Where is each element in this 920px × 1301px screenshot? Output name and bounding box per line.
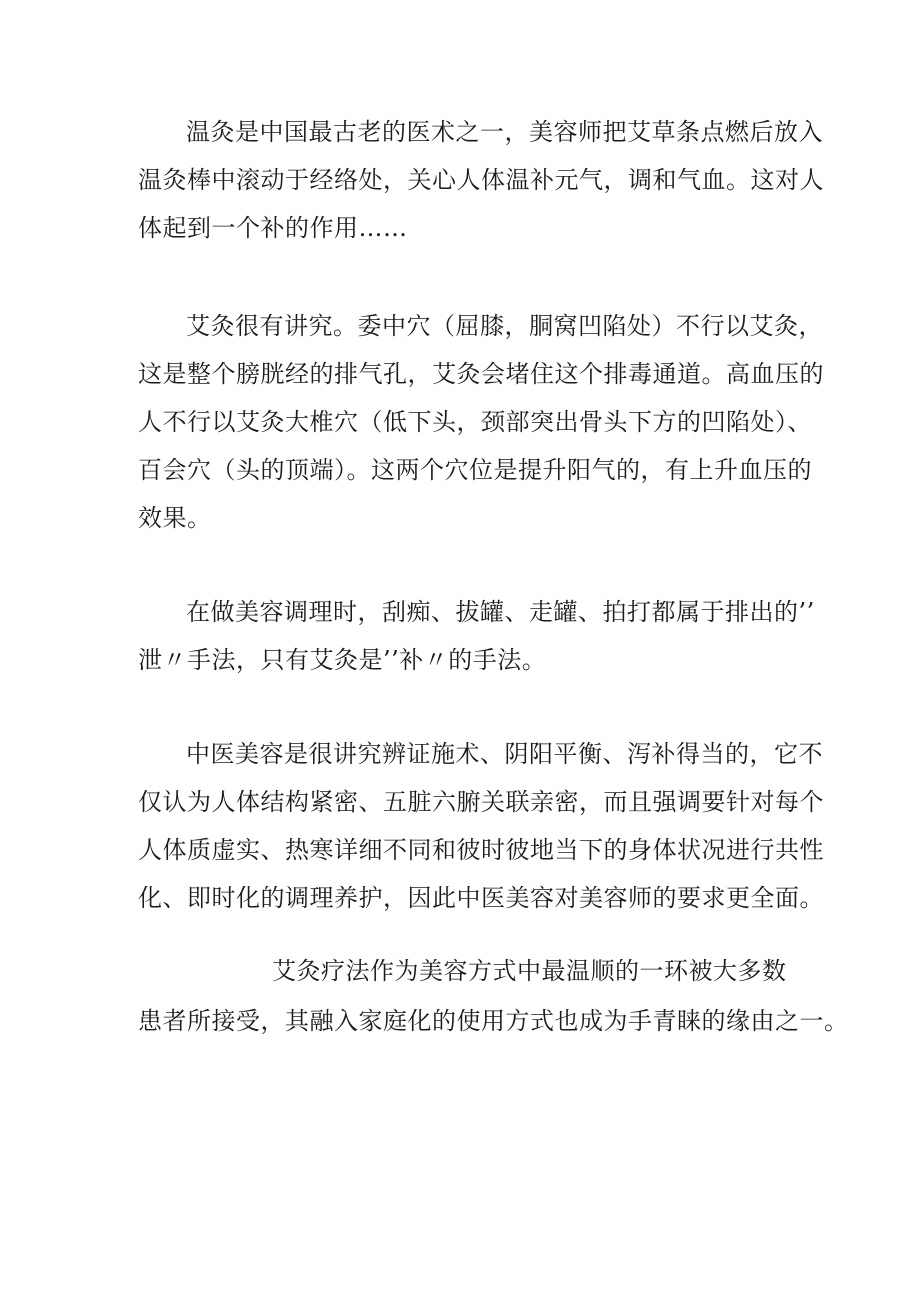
paragraph-line: 人体质虚实、热寒详细不同和彼时彼地当下的身体状况进行共性	[138, 836, 824, 864]
paragraph-line: 患者所接受，其融入家庭化的使用方式也成为手青睐的缘由之一。	[138, 1007, 849, 1035]
paragraph-line: 泄〃手法，只有艾灸是’’补〃的手法。	[138, 646, 547, 674]
paragraph-line: 效果。	[138, 504, 212, 532]
paragraph-line: 这是整个膀胱经的排气孔，艾灸会堵住这个排毒通道。高血压的	[138, 360, 824, 388]
paragraph-line: 中医美容是很讲究辨证施术、阴阳平衡、泻补得当的，它不	[186, 740, 823, 768]
paragraph-line: 艾灸疗法作为美容方式中最温顺的一环被大多数	[272, 957, 787, 985]
paragraph-line: 百会穴（头的顶端）。这两个穴位是提升阳气的，有上升血压的	[138, 456, 812, 484]
paragraph-line: 化、即时化的调理养护，因此中医美容对美容师的要求更全面。	[138, 884, 824, 912]
paragraph-line: 体起到一个补的作用……	[138, 214, 408, 242]
paragraph-line: 艾灸很有讲究。委中穴（屈膝，胴窝凹陷处）不行以艾灸，	[186, 312, 823, 340]
paragraph-line: 在做美容调理时，刮痴、拔罐、走罐、拍打都属于排出的’’	[186, 598, 815, 626]
paragraph-line: 温灸棒中滚动于经络处，关心人体温补元气，调和气血。这对人	[138, 166, 824, 194]
paragraph-line: 仅认为人体结构紧密、五脏六腑关联亲密，而且强调要针对每个	[138, 788, 824, 816]
paragraph-line: 温灸是中国最古老的医术之一，美容师把艾草条点燃后放入	[186, 118, 823, 146]
paragraph-line: 人不行以艾灸大椎穴（低下头，颈部突出骨头下方的凹陷处）、	[138, 408, 812, 436]
